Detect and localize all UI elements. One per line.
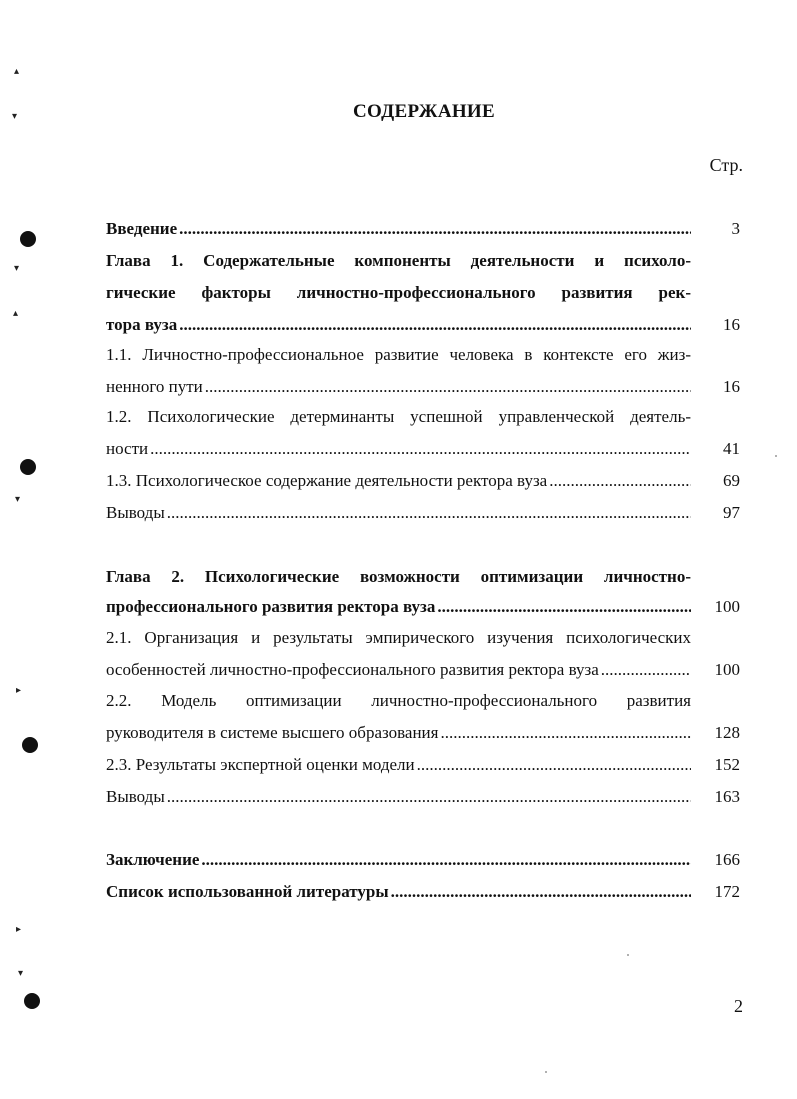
- dot-leader: [179, 218, 691, 240]
- punch-hole-2: [20, 459, 36, 475]
- toc-entry-label: руководителя в системе высшего образования: [106, 723, 439, 742]
- dot-leader: [417, 754, 691, 776]
- toc-conclusions-1: [106, 502, 691, 524]
- toc-chapter-1-line-1: Глава 1. Содержательные компоненты деятельности и психоло-: [106, 251, 691, 270]
- toc-entry-label: ненного пути: [106, 377, 203, 396]
- toc-page-number: 3: [731, 219, 740, 238]
- toc-entry-label: особенностей личностно-профессионального развития ректора вуза: [106, 660, 599, 679]
- scan-speck: ▾: [12, 111, 18, 122]
- dot-leader: [601, 659, 691, 681]
- dot-leader: [167, 502, 691, 524]
- toc-section-1-2-line-2: [106, 438, 691, 460]
- scan-speck: ▴: [14, 66, 20, 77]
- toc-page-number: 41: [723, 439, 740, 458]
- toc-page-number: 152: [714, 755, 740, 774]
- scan-speck: ▾: [18, 968, 24, 979]
- toc-entry-label: Список использованной литературы: [106, 882, 389, 901]
- scan-speck: [545, 1071, 547, 1073]
- punch-hole-1: [20, 231, 36, 247]
- toc-chapter-2-line-1: Глава 2. Психологические возможности оптимизации личностно-: [106, 567, 691, 586]
- dot-leader: [205, 376, 691, 398]
- dot-leader: [391, 881, 691, 903]
- toc-page-number: 100: [714, 660, 740, 679]
- toc-chapter-1-line-3: [106, 314, 691, 336]
- toc-entry-label: тора вуза: [106, 315, 178, 334]
- punch-hole-4: [24, 993, 40, 1009]
- toc-section-2-1-line-1: 2.1. Организация и результаты эмпирического изучения психологических: [106, 628, 691, 647]
- scan-speck: ▸: [16, 924, 22, 935]
- dot-leader: [201, 849, 691, 871]
- dot-leader: [150, 438, 691, 460]
- toc-section-2-2-line-1: 2.2. Модель оптимизации личностно-профессионального развития: [106, 691, 691, 710]
- toc-section-2-1-line-2: [106, 659, 691, 681]
- toc-section-1-1-line-2: [106, 376, 691, 398]
- toc-section-1-2-line-1: 1.2. Психологические детерминанты успешной управленческой деятель-: [106, 407, 691, 426]
- toc-entry-label: Введение: [106, 219, 178, 238]
- dot-leader: [437, 596, 691, 618]
- toc-page-number: 100: [714, 597, 740, 616]
- toc-entry-label: Выводы: [106, 787, 165, 806]
- toc-page-number: 69: [723, 471, 740, 490]
- toc-entry-conclusion: [106, 849, 691, 871]
- toc-conclusions-2: [106, 786, 691, 808]
- pages-column-header: Стр.: [709, 155, 743, 175]
- dot-leader: [179, 314, 691, 336]
- toc-page-number: 128: [714, 723, 740, 742]
- toc-entry-label: 1.3. Психологическое содержание деятельности ректора вуза: [106, 471, 548, 490]
- punch-hole-3: [22, 737, 38, 753]
- page-title: СОДЕРЖАНИЕ: [353, 101, 495, 122]
- toc-page-number: 16: [723, 377, 740, 396]
- scan-speck: [627, 954, 629, 956]
- toc-chapter-1-line-2: гические факторы личностно-профессионального развития рек-: [106, 283, 691, 302]
- scan-speck: [775, 455, 777, 457]
- toc-entry-introduction: [106, 218, 691, 240]
- dot-leader: [549, 470, 691, 492]
- dot-leader: [440, 722, 691, 744]
- toc-entry-references: [106, 881, 691, 903]
- scan-speck: ▸: [16, 685, 22, 696]
- toc-section-2-3: [106, 754, 691, 776]
- toc-entry-label: Выводы: [106, 503, 165, 522]
- toc-page-number: 16: [723, 315, 740, 334]
- scan-speck: ▴: [13, 308, 19, 319]
- toc-page-number: 163: [714, 787, 740, 806]
- toc-page-number: 97: [723, 503, 740, 522]
- toc-section-2-2-line-2: [106, 722, 691, 744]
- toc-entry-label: 2.3. Результаты экспертной оценки модели: [106, 755, 415, 774]
- toc-section-1-1-line-1: 1.1. Личностно-профессиональное развитие человека в контексте его жиз-: [106, 345, 691, 364]
- toc-page-number: 172: [714, 882, 740, 901]
- toc-page-number: 166: [714, 850, 740, 869]
- scan-speck: ▾: [14, 263, 20, 274]
- toc-entry-label: ности: [106, 439, 149, 458]
- dot-leader: [167, 786, 691, 808]
- scan-speck: ▾: [15, 494, 21, 505]
- toc-chapter-2-line-2: [106, 596, 691, 618]
- page-number: 2: [734, 996, 743, 1016]
- toc-section-1-3: [106, 470, 691, 492]
- toc-entry-label: Заключение: [106, 850, 200, 869]
- toc-entry-label: профессионального развития ректора вуза: [106, 597, 436, 616]
